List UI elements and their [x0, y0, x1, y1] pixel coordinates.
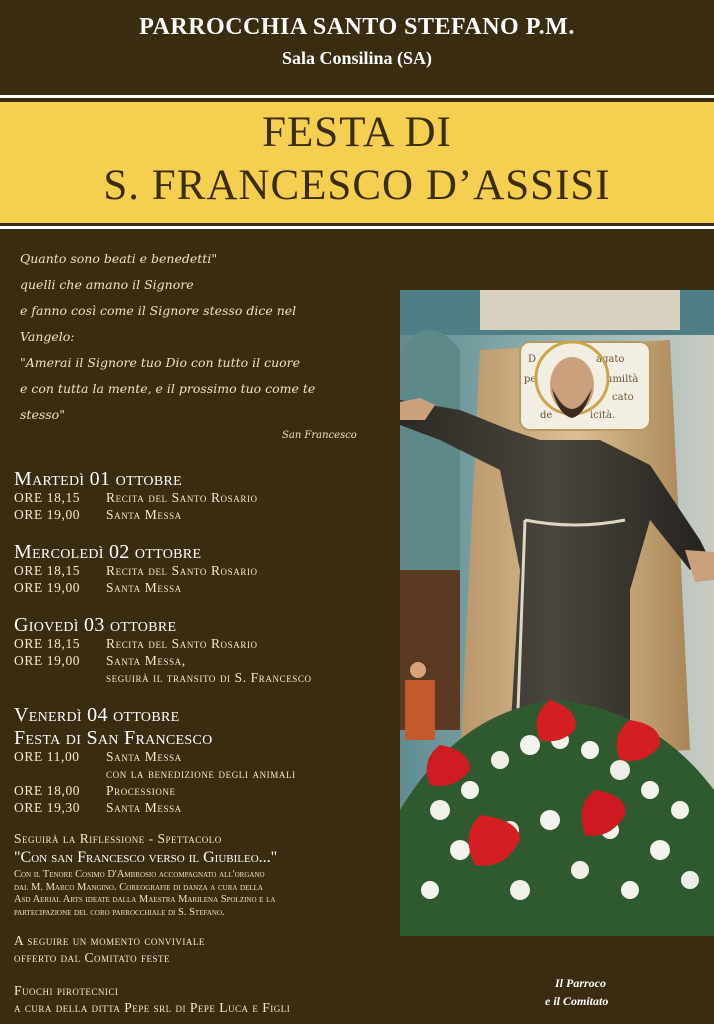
day-title: Martedì 01 ottobre	[14, 468, 182, 490]
quote-line: "Amerai il Signore tuo Dio con tutto il cuore	[20, 355, 301, 370]
parish-city: Sala Consilina (SA)	[281, 48, 433, 68]
header	[0, 0, 714, 92]
show-title: "Con san Francesco verso il Giubileo..."	[14, 849, 278, 866]
arch	[400, 330, 460, 590]
title-band-bottom-rule	[0, 226, 714, 229]
quote-line: Vangelo:	[20, 329, 75, 344]
schedule-row	[14, 507, 182, 523]
schedule-activity: Santa Messa	[106, 507, 182, 522]
signature-line: e il Comitato	[545, 994, 609, 1008]
schedule-time: ORE 18,15	[14, 563, 81, 578]
schedule-time: ORE 19,30	[14, 800, 81, 815]
schedule-row	[14, 783, 176, 799]
parish-name: PARROCCHIA SANTO STEFANO P.M.	[139, 14, 575, 40]
schedule-row	[14, 800, 182, 816]
day-subtitle: Festa di San Francesco	[14, 727, 213, 749]
banner-text: umiltà	[606, 374, 639, 385]
show-detail-line: partecipazione del coro parrocchiale di S. Stefano.	[14, 906, 225, 918]
schedule-time: ORE 19,00	[14, 580, 81, 595]
schedule-time: ORE 19,00	[14, 507, 81, 522]
banner-text: cato	[612, 392, 634, 403]
schedule-activity: Recita del Santo Rosario	[106, 636, 258, 651]
schedule-row	[14, 636, 258, 652]
schedule-time: ORE 19,00	[14, 653, 81, 668]
quote-line: quelli che amano il Signore	[20, 277, 194, 292]
quote-author: San Francesco	[282, 430, 357, 441]
title-line-1: FESTA DI	[262, 109, 452, 156]
schedule-activity: Santa Messa	[106, 580, 182, 595]
quote-line: e fanno così come il Signore stesso dice nel	[20, 303, 297, 318]
fireworks-line-1: Fuochi pirotecnici	[14, 983, 119, 998]
day-title: Giovedì 03 ottobre	[14, 614, 177, 636]
title-band-top-rule	[0, 95, 714, 98]
banner-text: icità.	[590, 410, 616, 421]
schedule-row	[14, 580, 182, 596]
statue-head	[550, 357, 594, 413]
quote-line: stesso"	[20, 407, 65, 422]
schedule-activity: Santa Messa,	[106, 653, 186, 668]
show-detail-line: dal M. Marco Mangino. Coreografie di danza a cura della	[14, 881, 263, 893]
day-title: Mercoledì 02 ottobre	[14, 541, 202, 563]
quote	[20, 246, 380, 428]
saint-francis-statue-photo	[400, 290, 714, 936]
signature-line: Il Parroco	[555, 976, 606, 990]
signature	[545, 974, 695, 1010]
day-title: Venerdì 04 ottobre	[14, 704, 180, 726]
schedule-activity: seguirà il transito di S. Francesco	[106, 670, 312, 685]
fireworks-line-2: a cura della ditta Pepe srl di Pepe Luca e Figli	[14, 1000, 291, 1015]
banner-text: D	[528, 354, 537, 365]
banner-text: agato	[596, 354, 625, 365]
schedule-time: ORE 18,15	[14, 636, 81, 651]
statue-illustration	[400, 290, 714, 936]
schedule-activity: Recita del Santo Rosario	[106, 563, 258, 578]
banner-text: de	[540, 410, 553, 421]
cornice	[480, 290, 680, 330]
schedule-time: ORE 11,00	[14, 749, 80, 764]
schedule-activity: con la benedizione degli animali	[106, 766, 296, 781]
schedule-activity: Recita del Santo Rosario	[106, 490, 258, 505]
quote-line: Quanto sono beati e benedetti"	[20, 251, 218, 266]
show-detail-line: Con il Tenore Cosimo D'Ambrosio accompagnato all'organo	[14, 869, 265, 880]
title-band	[0, 102, 714, 223]
schedule-row	[14, 670, 312, 686]
banner-text: pe	[524, 374, 537, 385]
convivial-line-1: A seguire un momento conviviale	[14, 933, 205, 948]
schedule-row	[14, 749, 182, 765]
schedule-time: ORE 18,00	[14, 783, 81, 798]
schedule-activity: Santa Messa	[106, 800, 182, 815]
show-intro: Seguirà la Riflessione - Spettacolo	[14, 831, 222, 846]
schedule-row	[14, 563, 258, 579]
schedule-activity: Processione	[106, 783, 176, 798]
quote-line: e con tutta la mente, e il prossimo tuo come te	[20, 381, 316, 396]
schedule-row	[14, 653, 186, 669]
title-line-2: S. FRANCESCO D’ASSISI	[103, 162, 611, 209]
convivial-line-2: offerto dal Comitato feste	[14, 950, 171, 965]
schedule-time: ORE 18,15	[14, 490, 81, 505]
background-statue-robe	[405, 680, 435, 740]
show-detail-line: Asd Aerial Arts ideate dalla Maestra Marilena Spolzino e la	[14, 894, 276, 905]
schedule-activity: Santa Messa	[106, 749, 182, 764]
background-statue-head	[410, 662, 426, 678]
schedule-row	[14, 490, 258, 506]
schedule-row	[14, 766, 296, 782]
show-details	[14, 869, 399, 919]
